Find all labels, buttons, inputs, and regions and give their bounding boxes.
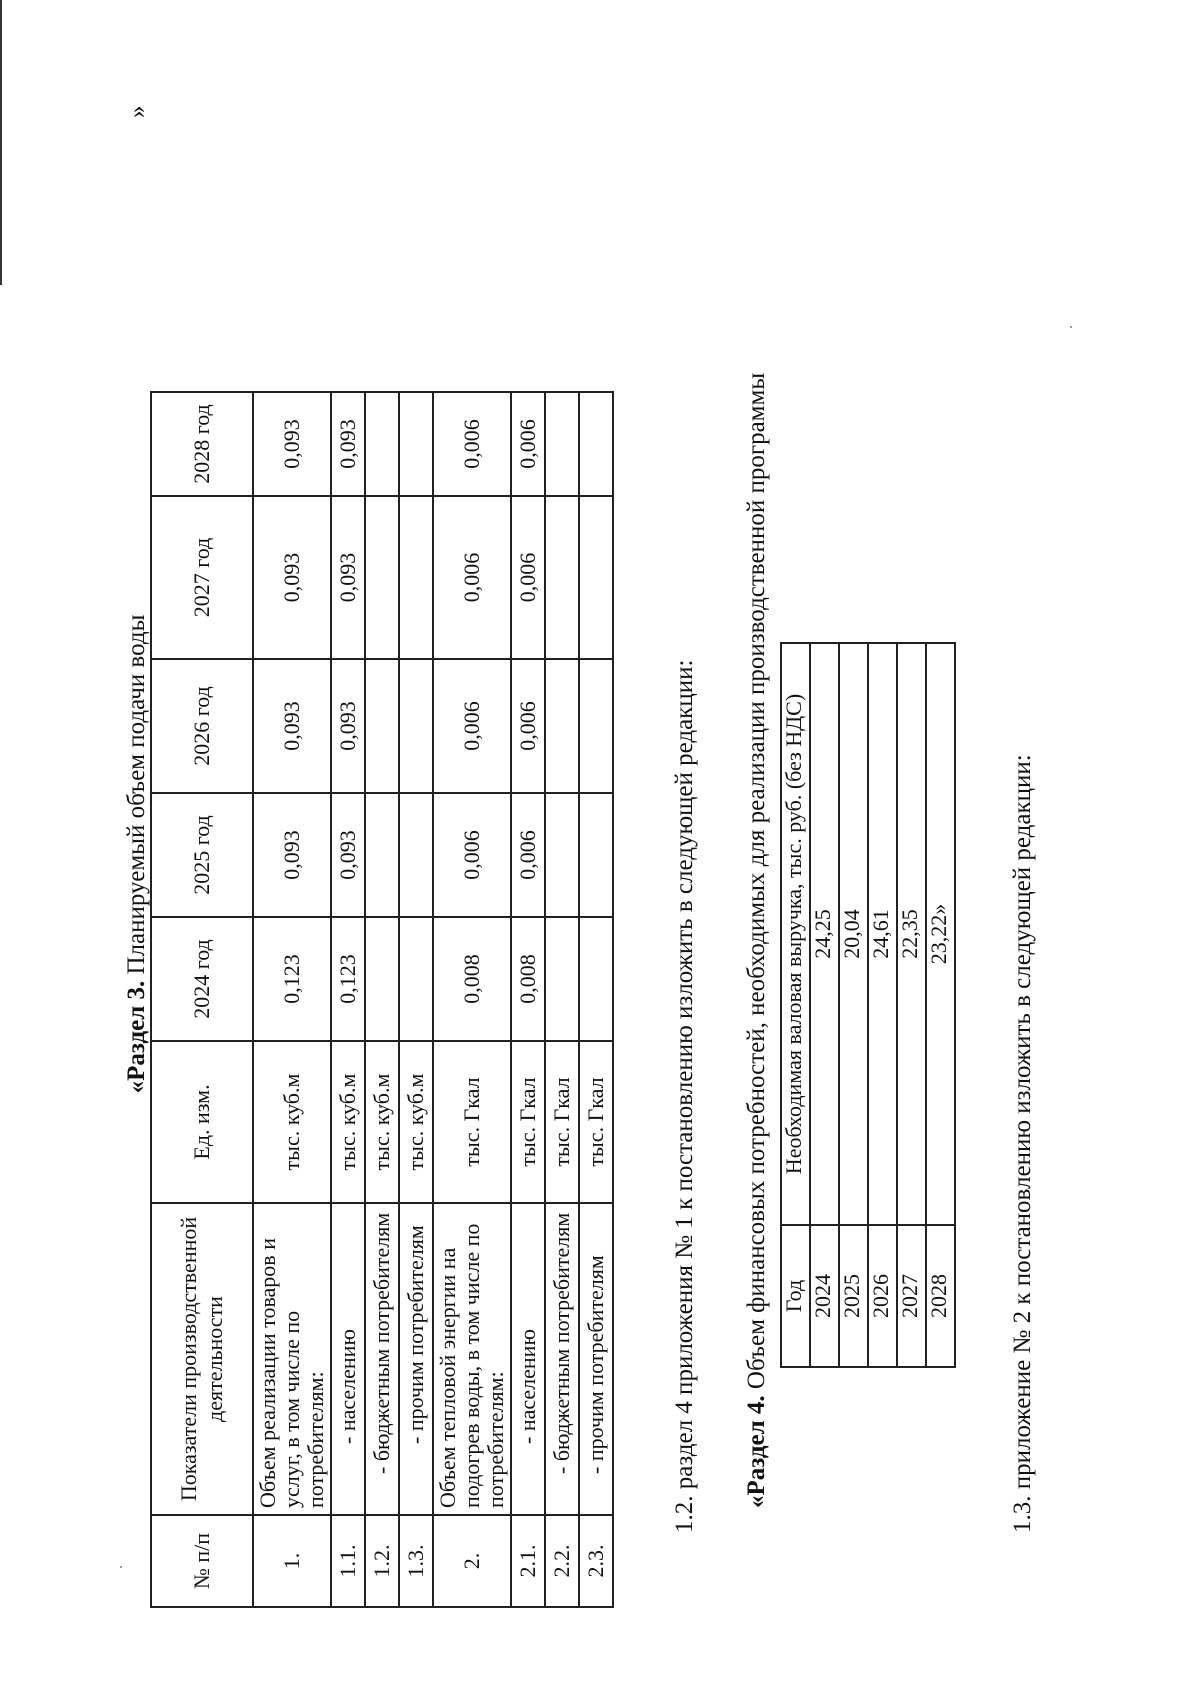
value-2027 xyxy=(365,496,399,659)
row-unit: тыс. Гкал xyxy=(511,1041,545,1203)
value-2028 xyxy=(399,392,433,496)
row-number: 1.1. xyxy=(331,1515,365,1607)
row-indicator: - прочим потребителям xyxy=(399,1203,433,1515)
year-cell: 2028 xyxy=(926,1225,955,1367)
section-3-closing-quote: » xyxy=(124,105,151,118)
value-2026: 0,006 xyxy=(433,659,511,793)
page-edge-line xyxy=(0,0,2,285)
row-number: 1.3. xyxy=(399,1515,433,1607)
value-2025 xyxy=(399,793,433,917)
row-indicator: Объем тепловой энергии на подогрев воды, в том числе по потребителям: xyxy=(433,1203,511,1515)
value-2025 xyxy=(579,793,613,917)
table-row xyxy=(545,392,579,1607)
row-unit: тыс. Гкал xyxy=(545,1041,579,1203)
row-unit: тыс. куб.м xyxy=(253,1041,331,1203)
value-2026 xyxy=(399,659,433,793)
section-3-title xyxy=(122,0,152,1708)
value-2024 xyxy=(579,917,613,1041)
value-2025: 0,093 xyxy=(253,793,331,917)
row-number: 1. xyxy=(253,1515,331,1607)
paragraph-1-3: 1.3. приложение № 2 к постановлению изложить в следующей редакции: xyxy=(1009,754,1036,1533)
table-row xyxy=(331,392,365,1607)
table-row xyxy=(365,392,399,1607)
value-2024: 0,008 xyxy=(511,917,545,1041)
header-cell: Показатели производственной деятельности xyxy=(151,1203,253,1515)
row-number: 2.3. xyxy=(579,1515,613,1607)
revenue-cell: 23,22» xyxy=(926,643,955,1225)
table-row xyxy=(433,392,511,1607)
row-unit: тыс. Гкал xyxy=(433,1041,511,1203)
row-unit: тыс. Гкал xyxy=(579,1041,613,1203)
value-2024 xyxy=(365,917,399,1041)
table-row xyxy=(579,392,613,1607)
value-2024: 0,123 xyxy=(331,917,365,1041)
table-row xyxy=(926,643,955,1367)
table-row xyxy=(511,392,545,1607)
header-cell: Ед. изм. xyxy=(151,1041,253,1203)
table-row xyxy=(897,643,926,1367)
table-header-row xyxy=(151,392,253,1607)
row-number: 2. xyxy=(433,1515,511,1607)
row-indicator: - населению xyxy=(331,1203,365,1515)
year-cell: 2027 xyxy=(897,1225,926,1367)
value-2028: 0,006 xyxy=(433,392,511,496)
row-unit: тыс. куб.м xyxy=(365,1041,399,1203)
row-indicator: - бюджетным потребителям xyxy=(365,1203,399,1515)
header-cell: 2027 год xyxy=(151,496,253,659)
value-2025 xyxy=(545,793,579,917)
header-cell: Год xyxy=(781,1225,810,1367)
section-3-title-text: Планируемый объем подачи воды xyxy=(123,614,150,981)
value-2026 xyxy=(545,659,579,793)
value-2027: 0,093 xyxy=(331,496,365,659)
table-row xyxy=(868,643,897,1367)
header-cell: Необходимая валовая выручка, тыс. руб. (без НДС) xyxy=(781,643,810,1225)
row-indicator: - бюджетным потребителям xyxy=(545,1203,579,1515)
value-2027 xyxy=(545,496,579,659)
revenue-cell: 24,25 xyxy=(810,643,839,1225)
table-row xyxy=(253,392,331,1607)
value-2028: 0,006 xyxy=(511,392,545,496)
row-unit: тыс. куб.м xyxy=(331,1041,365,1203)
scan-speck xyxy=(1070,326,1072,328)
year-cell: 2024 xyxy=(810,1225,839,1367)
value-2025: 0,006 xyxy=(511,793,545,917)
row-indicator: Объем реализации товаров и услуг, в том числе по потребителям: xyxy=(253,1203,331,1515)
value-2026: 0,006 xyxy=(511,659,545,793)
value-2027 xyxy=(579,496,613,659)
paragraph-1-2: 1.2. раздел 4 приложения № 1 к постановлению изложить в следующей редакции: xyxy=(671,659,698,1533)
value-2024: 0,123 xyxy=(253,917,331,1041)
value-2027: 0,093 xyxy=(253,496,331,659)
value-2024: 0,008 xyxy=(433,917,511,1041)
row-number: 2.2. xyxy=(545,1515,579,1607)
row-number: 1.2. xyxy=(365,1515,399,1607)
financial-needs-table xyxy=(780,642,956,1368)
table-row xyxy=(839,643,868,1367)
table-row xyxy=(399,392,433,1607)
section-3-title-bold: «Раздел 3. xyxy=(123,980,150,1094)
year-cell: 2025 xyxy=(839,1225,868,1367)
value-2026 xyxy=(365,659,399,793)
header-cell: 2025 год xyxy=(151,793,253,917)
value-2028: 0,093 xyxy=(331,392,365,496)
value-2026: 0,093 xyxy=(331,659,365,793)
value-2024 xyxy=(399,917,433,1041)
value-2025: 0,006 xyxy=(433,793,511,917)
value-2027 xyxy=(399,496,433,659)
header-cell: № п/п xyxy=(151,1515,253,1607)
table-header-row xyxy=(781,643,810,1367)
header-cell: 2028 год xyxy=(151,392,253,496)
section-4-title xyxy=(742,373,772,1508)
revenue-cell: 22,35 xyxy=(897,643,926,1225)
row-indicator: - населению xyxy=(511,1203,545,1515)
value-2026 xyxy=(579,659,613,793)
value-2025: 0,093 xyxy=(331,793,365,917)
revenue-cell: 24,61 xyxy=(868,643,897,1225)
value-2028 xyxy=(579,392,613,496)
value-2024 xyxy=(545,917,579,1041)
section-4-title-text: Объем финансовых потребностей, необходимых для реализации производственной программы xyxy=(743,372,770,1396)
row-indicator: - прочим потребителям xyxy=(579,1203,613,1515)
revenue-cell: 20,04 xyxy=(839,643,868,1225)
value-2028: 0,093 xyxy=(253,392,331,496)
value-2028 xyxy=(365,392,399,496)
value-2025 xyxy=(365,793,399,917)
header-cell: 2024 год xyxy=(151,917,253,1041)
row-unit: тыс. куб.м xyxy=(399,1041,433,1203)
row-number: 2.1. xyxy=(511,1515,545,1607)
section-4-title-bold: «Раздел 4. xyxy=(743,1395,770,1508)
value-2027: 0,006 xyxy=(433,496,511,659)
value-2026: 0,093 xyxy=(253,659,331,793)
value-2027: 0,006 xyxy=(511,496,545,659)
header-cell: 2026 год xyxy=(151,659,253,793)
year-cell: 2026 xyxy=(868,1225,897,1367)
water-supply-volume-table xyxy=(150,391,614,1608)
table-row xyxy=(810,643,839,1367)
value-2028 xyxy=(545,392,579,496)
